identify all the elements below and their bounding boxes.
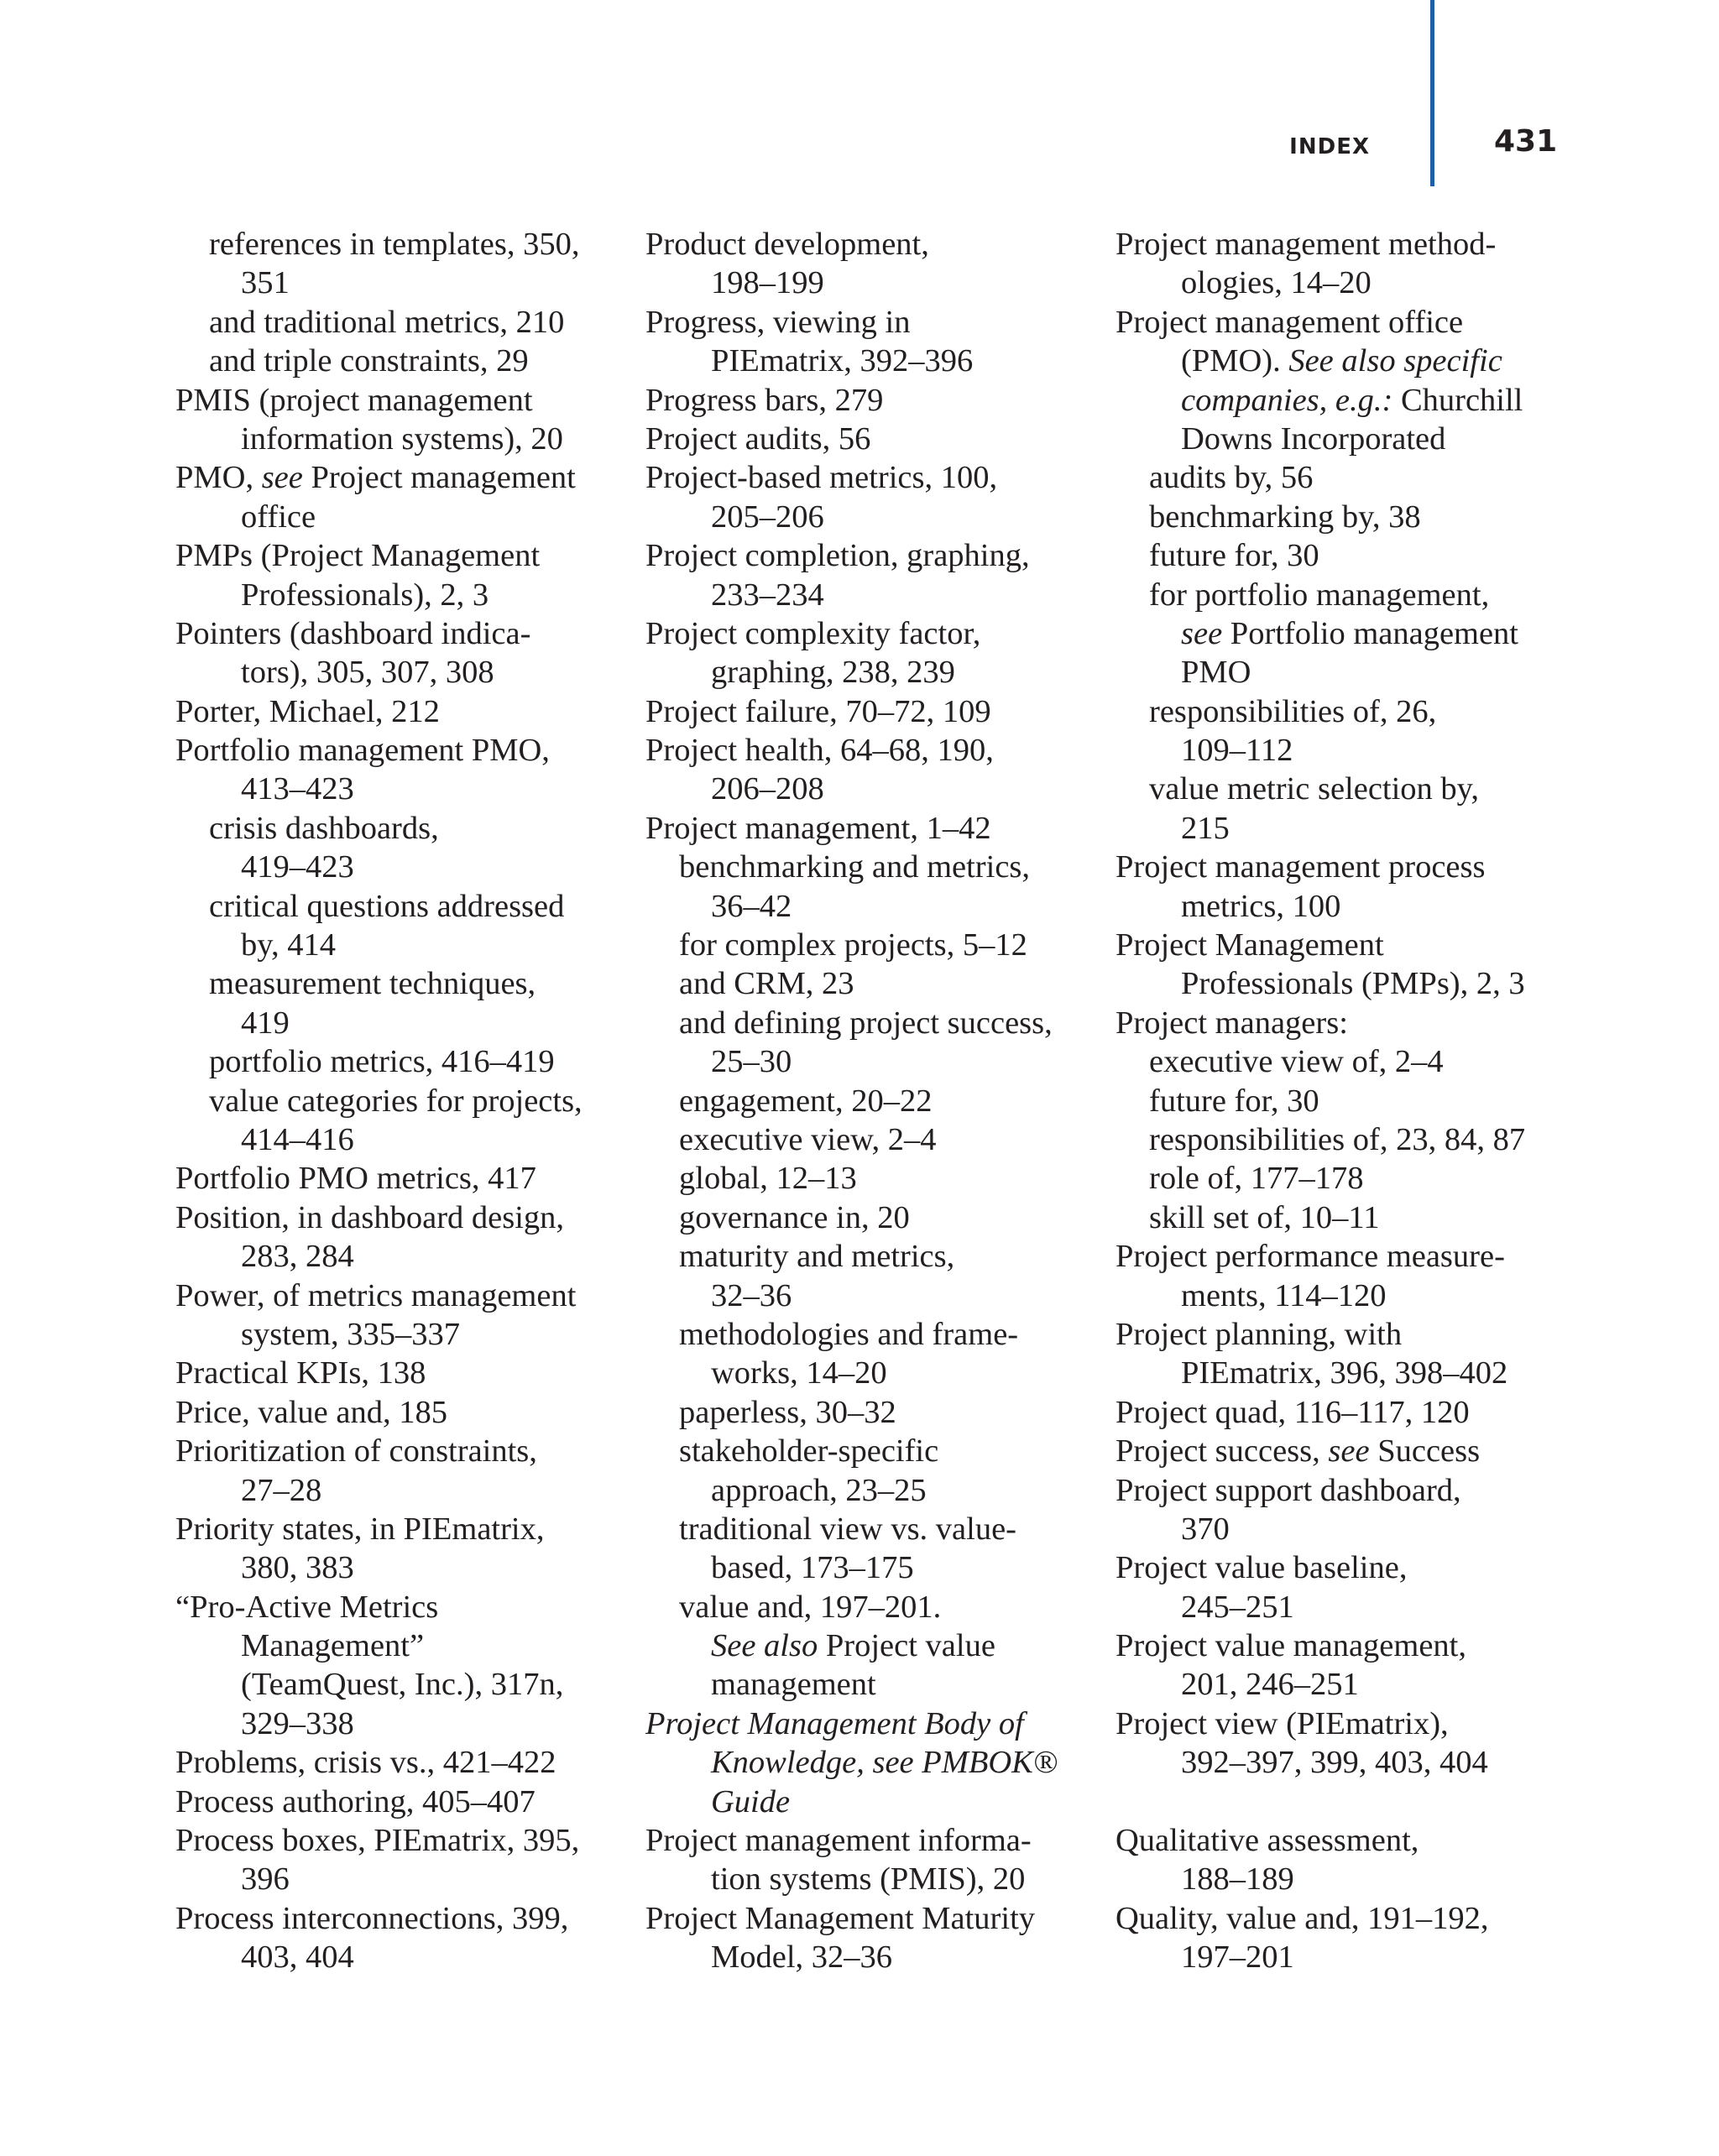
index-line: Project health, 64–68, 190, [645,733,994,769]
index-line: 245–251 [1181,1589,1294,1625]
index-line: Quality, value and, 191–192, [1116,1900,1489,1936]
index-text-run: PMO, [175,460,262,496]
index-line: Priority states, in PIEmatrix, [175,1511,545,1547]
index-text-run: Churchill [1392,382,1523,418]
index-line: critical questions addressed [209,888,565,924]
index-line: executive view of, 2–4 [1149,1044,1444,1080]
index-column-1 [175,225,629,1977]
index-line: traditional view vs. value- [679,1511,1016,1547]
index-line: 392–397, 399, 403, 404 [1181,1745,1488,1781]
index-line [645,1783,1099,1821]
index-line: Problems, crisis vs., 421–422 [175,1745,556,1781]
index-line: Portfolio management PMO, [175,733,550,769]
index-line: approach, 23–25 [711,1472,927,1508]
index-line: Portfolio PMO metrics, 417 [175,1161,536,1197]
index-line: office [241,499,316,535]
index-line: and defining project success, [679,1005,1053,1041]
index-line: Project completion, graphing, [645,538,1030,574]
index-line: management [711,1667,876,1703]
index-line: 25–30 [711,1044,792,1080]
index-text-run: see [1181,615,1223,651]
index-line: (TeamQuest, Inc.), 317n, [241,1667,564,1703]
index-text-run: companies, e.g.: [1181,382,1393,418]
index-line: Qualitative assessment, [1116,1823,1419,1859]
index-line: 215 [1181,810,1230,846]
index-line: maturity and metrics, [679,1239,955,1275]
index-line: Project Management Maturity [645,1900,1036,1936]
index-line: value metric selection by, [1149,771,1480,807]
index-line: responsibilities of, 23, 84, 87 [1149,1121,1526,1157]
index-line: role of, 177–178 [1149,1161,1364,1197]
index-line: 329–338 [241,1705,354,1741]
index-line [1116,1432,1569,1470]
index-line [1116,381,1569,420]
index-line: 419–423 [241,849,354,885]
index-line: Project failure, 70–72, 109 [645,693,991,729]
index-line: graphing, 238, 239 [711,655,955,691]
index-line: Project management method- [1116,227,1497,262]
index-line: 109–112 [1181,733,1293,769]
index-line: future for, 30 [1149,1083,1319,1119]
index-line: 197–201 [1181,1939,1294,1976]
index-line: tors), 305, 307, 308 [241,655,494,691]
index-line [1116,614,1569,653]
index-line: and traditional metrics, 210 [209,304,565,340]
index-line: future for, 30 [1149,538,1319,574]
index-line: 27–28 [241,1472,322,1508]
index-text-run: Success [1369,1433,1481,1470]
index-line: Project view (PIEmatrix), [1116,1705,1449,1741]
index-line: Management” [241,1628,425,1664]
index-line [175,458,629,497]
index-line: Project management, 1–42 [645,810,991,846]
index-line: and CRM, 23 [679,966,854,1002]
index-column-3 [1116,225,1569,1977]
header-rule [1430,0,1434,186]
index-line: 283, 284 [241,1239,354,1275]
index-text-run: see [261,460,303,496]
index-line: responsibilities of, 26, [1149,693,1437,729]
index-line: portfolio metrics, 416–419 [209,1044,555,1080]
index-line: engagement, 20–22 [679,1083,933,1119]
index-line: global, 12–13 [679,1161,857,1197]
index-spacer [1116,1783,1569,1821]
index-line: governance in, 20 [679,1199,910,1235]
index-line: Project-based metrics, 100, [645,460,998,496]
index-line: references in templates, 350, [209,227,580,262]
index-line: ments, 114–120 [1181,1277,1387,1313]
index-line: 419 [241,1005,290,1041]
index-line: PMIS (project management [175,382,533,418]
index-line: 198–199 [711,265,824,301]
index-line: Project managers: [1116,1005,1348,1041]
index-line: based, 173–175 [711,1550,914,1586]
running-header-section: INDEX [1289,134,1370,159]
index-line: 205–206 [711,499,824,535]
index-line: 188–189 [1181,1861,1294,1898]
index-line: Project management office [1116,304,1464,340]
index-line: 413–423 [241,771,354,807]
index-line: Project complexity factor, [645,615,981,651]
index-line: Project planning, with [1116,1316,1403,1352]
index-line: Downs Incorporated [1181,420,1446,457]
index-line: by, 414 [241,927,336,963]
index-line: Pointers (dashboard indica- [175,615,531,651]
index-text-run: (PMO). [1181,343,1289,379]
index-line: Practical KPIs, 138 [175,1355,426,1391]
index-line [645,1743,1099,1782]
index-line: 233–234 [711,577,824,613]
index-line: 36–42 [711,888,792,924]
index-line: system, 335–337 [241,1316,460,1352]
index-line: 32–36 [711,1277,792,1313]
index-line: for complex projects, 5–12 [679,927,1027,963]
index-text-run: See also specific [1288,343,1502,379]
index-line: tion systems (PMIS), 20 [711,1861,1026,1898]
index-text-run: Project value [818,1628,995,1664]
index-line: measurement techniques, [209,966,536,1002]
index-line: Price, value and, 185 [175,1394,447,1430]
index-line: metrics, 100 [1181,888,1341,924]
index-line: Porter, Michael, 212 [175,693,440,729]
index-text-run: Project success, [1116,1433,1329,1470]
index-text-run: Knowledge, see PMBOK® [711,1745,1058,1781]
index-line: works, 14–20 [711,1355,887,1391]
index-line: Professionals), 2, 3 [241,577,489,613]
index-line: ologies, 14–20 [1181,265,1372,301]
index-line: executive view, 2–4 [679,1121,937,1157]
index-line: Project audits, 56 [645,420,871,457]
index-text-run: Portfolio management [1222,615,1519,651]
index-line: Project performance measure- [1116,1239,1505,1275]
index-line: value and, 197–201. [679,1589,942,1625]
index-line: audits by, 56 [1149,460,1314,496]
index-line [645,1704,1099,1743]
index-line: Process boxes, PIEmatrix, 395, [175,1823,580,1859]
index-line: Power, of metrics management [175,1277,577,1313]
index-line: Product development, [645,227,929,262]
index-text-run: Project Management Body of [645,1705,1024,1741]
index-line: stakeholder-specific [679,1433,939,1470]
index-line: 396 [241,1861,290,1898]
index-line: Project value baseline, [1116,1550,1408,1586]
index-line: information systems), 20 [241,420,563,457]
index-line: “Pro-Active Metrics [175,1589,439,1625]
index-line: 201, 246–251 [1181,1667,1359,1703]
index-line: Process interconnections, 399, [175,1900,569,1936]
index-line: value categories for projects, [209,1083,583,1119]
index-line: for portfolio management, [1149,577,1490,613]
index-line: skill set of, 10–11 [1149,1199,1380,1235]
index-line: 403, 404 [241,1939,354,1976]
index-line: benchmarking and metrics, [679,849,1031,885]
index-line: Project management informa- [645,1823,1032,1859]
index-line: methodologies and frame- [679,1316,1019,1352]
index-line: 414–416 [241,1121,354,1157]
index-text-run: Project management [302,460,576,496]
index-line: Project Management [1116,927,1384,963]
index-text-run: See also [711,1628,818,1664]
index-line: Model, 32–36 [711,1939,893,1976]
index-line: PMO [1181,655,1251,691]
index-line: Progress bars, 279 [645,382,884,418]
index-line: Project support dashboard, [1116,1472,1461,1508]
index-line: Project value management, [1116,1628,1466,1664]
index-line: Professionals (PMPs), 2, 3 [1181,966,1525,1002]
index-line: crisis dashboards, [209,810,439,846]
index-line [645,1626,1099,1665]
index-line: and triple constraints, 29 [209,343,529,379]
index-text-run: see [1328,1433,1370,1470]
index-line: paperless, 30–32 [679,1394,896,1430]
index-text-run: Guide [711,1783,791,1819]
index-line: PIEmatrix, 392–396 [711,343,974,379]
index-line: Position, in dashboard design, [175,1199,565,1235]
index-line: 370 [1181,1511,1230,1547]
index-line [1116,342,1569,380]
index-line: PIEmatrix, 396, 398–402 [1181,1355,1508,1391]
index-column-2 [645,225,1099,1977]
index-line: Project management process [1116,849,1486,885]
index-line: 380, 383 [241,1550,354,1586]
index-line: benchmarking by, 38 [1149,499,1421,535]
index-line: PMPs (Project Management [175,538,541,574]
index-line: Prioritization of constraints, [175,1433,537,1470]
index-line: Project quad, 116–117, 120 [1116,1394,1470,1430]
index-line: 351 [241,265,290,301]
index-line: Process authoring, 405–407 [175,1783,536,1819]
index-line: Progress, viewing in [645,304,911,340]
index-line: 206–208 [711,771,824,807]
page-number: 431 [1494,124,1558,159]
